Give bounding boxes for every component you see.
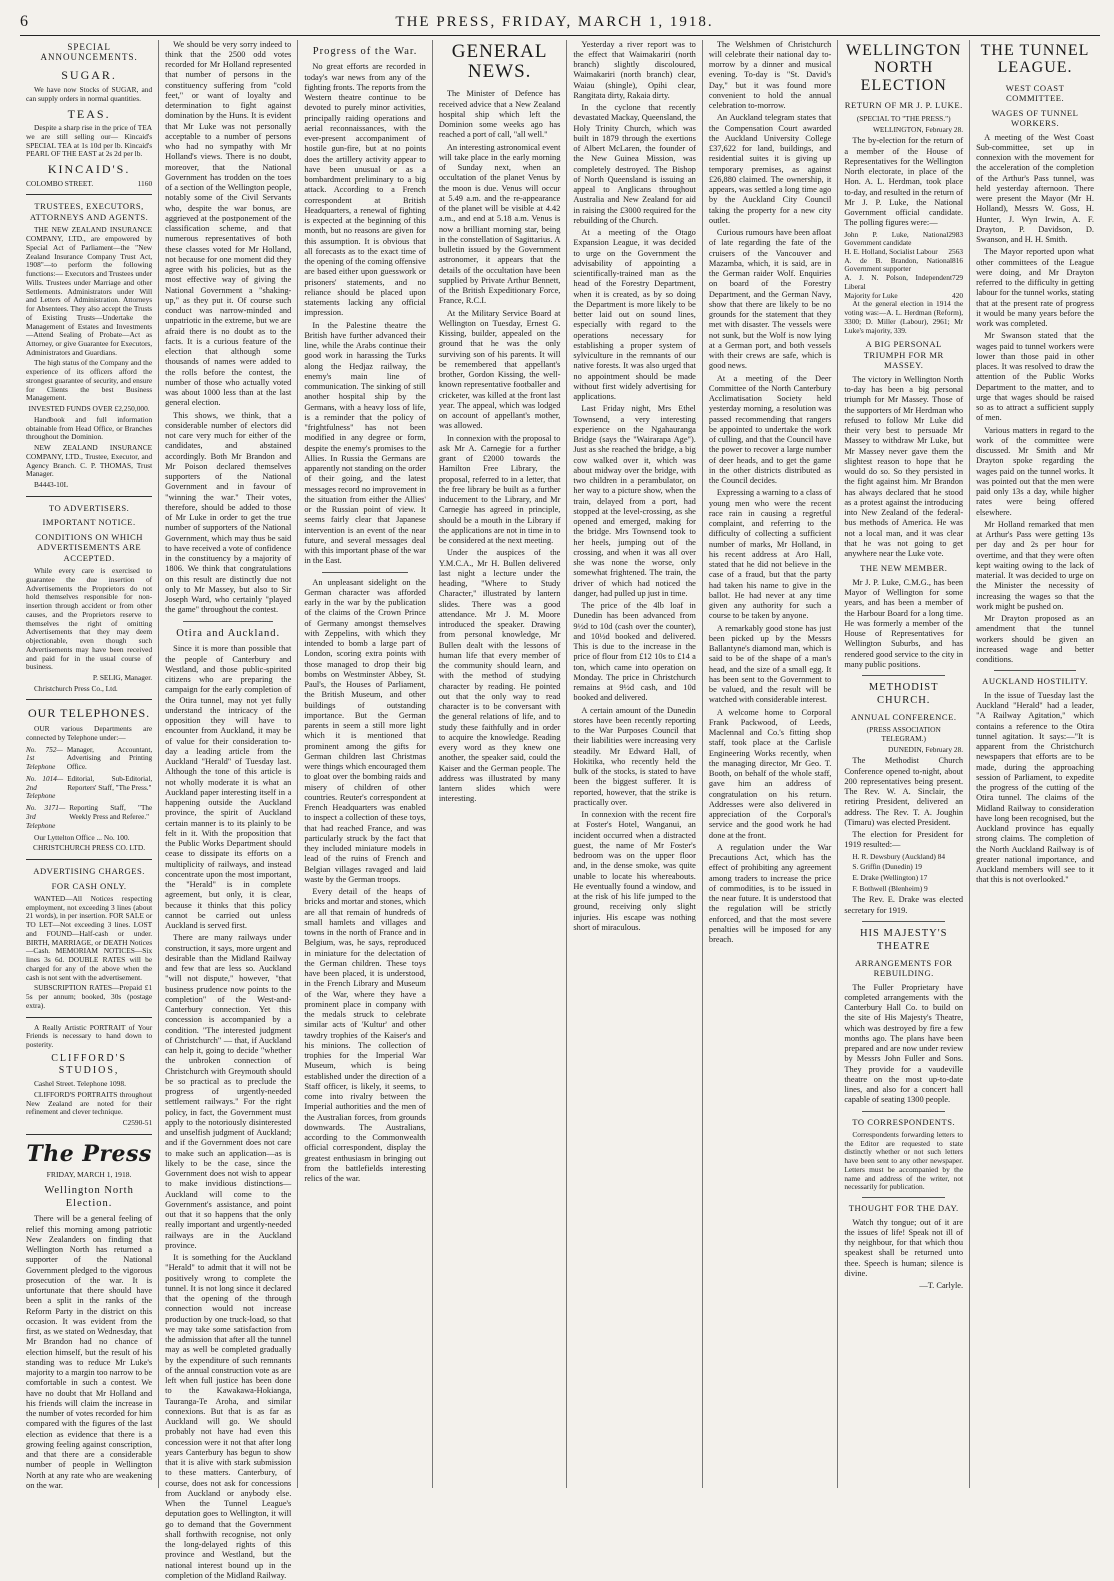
- otira-heading: Otira and Auckland.: [176, 627, 281, 639]
- telephone-dept: Reporting Staff, "The Weekly Press and Referee.": [69, 804, 153, 821]
- cliffords-address: Cashel Street. Telephone 1098.: [34, 1079, 126, 1089]
- dateline: WELLINGTON, February 28.: [872, 124, 964, 134]
- candidate-name: A. de B. Brandon, National Government supporter: [844, 255, 953, 274]
- candidate-name: A. J. N. Polson, Independent Liberal: [844, 273, 953, 291]
- news-paragraph: Under the auspices of the Y.M.C.A., Mr H. Bullen delivered last night a lecture under the heading, "Where to Study Character," illustrated by lantern slides. There was a good attendance. Mr J. M. Moore introduced the speaker. Drawing from personal knowledge, Mr Bullen dealt with the lessons of human life that every member of the community should learn, and with the method of studying character by reading. He pointed out that the only way to read character is to be conversant with the general relations of life, and to study these faithfully and in order to acquire the knowledge. Reading every word as they knew one another, the speaker said, could the Kaiser and the German people. The address was illustrated by many lantern slides which were interesting.: [438, 548, 561, 804]
- masthead: [20, 12, 1100, 36]
- news-paragraph: In connexion with the proposal to ask Mr A. Carnegie for a further grant of £2000 towards the Hamilton Free Library, the proposal, referred to in a letter, that the free library be built as a further inducement to the Library, and Mr Carnegie has agreed in principle, should be a mouth in the Library if the applications are not in time in to be considered at the next meeting.: [438, 433, 561, 546]
- wellington-editorial-heading: Wellington North Election.: [44, 1184, 134, 1209]
- press-logo: The Press: [26, 1140, 152, 1167]
- column-6: [703, 40, 838, 1488]
- candidate-name: H. E. Holland, Socialist Labour: [844, 246, 938, 256]
- methodist-text: The Methodist Church Conference opened to-night, about 200 representatives being present. The Rev. W. A. Sinclair, the retiring President, delivered an address. The Rev. T. A. Joughin (Timaru) was elected President.: [844, 756, 964, 827]
- election-text: The victory in Wellington North to-day has been a big personal triumph for Mr Massey. Those of the supporters of Mr Herdman who refused to follow Mr Luke did their very best to persuade Mr Massey to withdraw Mr Luke, but Mr Massey never gave them the slightest reason to hope that he would do so. So they persisted in the fight against him. Mr Brandon has always declared that he stood as a protest against the introducing into New Zealand of the federal-bus methods of America. He was not a local man, and it was clear that he was not going to get anywhere near the Luke vote.: [844, 374, 964, 559]
- president-vote: S. Griffin (Dunedin) 19: [852, 862, 922, 872]
- telephone-number: No. 1014—2nd Telephone: [26, 774, 64, 801]
- kincaid-name: KINCAID'S.: [47, 162, 131, 177]
- company-name: CHRISTCHURCH PRESS CO. LTD.: [33, 843, 146, 853]
- theatre-text: The Fuller Proprietary have completed arrangements with the Canterbury Hall Co. to build on the site of His Majesty's Theatre, which was destroyed by fire a few months ago. The plans have been prepared and are now under review by Messrs John Fuller and Sons. They provide for a vaudeville theatre on the most up-to-date lines, and also for a concert hall capable of seating 1300 people.: [844, 982, 964, 1105]
- trustees-text-2: The high status of the Company and the experience of its officers afford the strongest guarantee of security, and ensure for Clients the best Business Management.: [26, 358, 153, 403]
- war-paragraph: No great efforts are recorded in today's war news from any of the fighting fronts. The reports from the Western theatre continue to be devoted to purely minor activities, principally raiding operations and aerial reconnaissances, with the ever-present accompaniment of hostile gun-fire, but at no points does the artillery activity appear to have been unusual or as a bombardment preliminary to a big attack. According to a French correspondent at British Headquarters, a renewal of fighting is expected at the beginning of this month, but no reasons are given for this assumption. It is obvious that all forecasts as to the exact time of the opening of the coming offensive are based either upon guesswork or prisoners' statements, and no reliance should be placed upon statements lacking any official impression.: [304, 62, 426, 318]
- news-paragraph: An interesting astronomical event will take place in the early morning of Sunday next, when an occultation of the planet Venus by the moon is due. Venus will occur at 5.49 a.m. and the re-appearance of the planet will be visible at 4.42 a.m., and end at 5.18 a.m. Venus is now a brilliant morning star, being in the constellation of Sagittarius. A bulletin issued by the Government astronomer, it appears that the details of the occultation have been supplied by Private Arthur Bennett, of the British Expeditionary Force, France, R.C.I.: [438, 142, 561, 306]
- advertisers-heading: TO ADVERTISERS.: [48, 502, 130, 513]
- news-paragraph: The Welshmen of Christchurch will celebrate their national day to-morrow by a dinner and musical evening. To-day is "St. David's Day," but it was found more convenient to hold the annual celebration to-morrow.: [708, 39, 832, 111]
- subscription-rates: SUBSCRIPTION RATES—Prepaid £1 5s per annum; booked, 30s (postage extra).: [26, 983, 153, 1010]
- news-paragraph: A certain amount of the Dunedin stores have been recently reporting to the War Purposes Council that their liabilities were increasing very steadily. Mr Edward Hall, of Hokitika, who recently held the bulk of the stocks, is stated to have been the biggest sufferer. It is reported, however, that the strike is practically over.: [573, 705, 696, 807]
- trustees-text: THE NEW ZEALAND INSURANCE COMPANY, LTD., are empowered by Special Act of Parliament—the "New Zealand Insurance Company Trust Act, 1908"—to perform the following functions:— Executors and Trustees under Wills. Trustees under Marriage and other Settlements. Administrators under Will and Letters of Administration. Attorneys for Absentees. They also accept the Trusts of Existing Trusts—Undertake the Management of Estates and Investments—Attend Sealing of Probate—Act as Attorney, or give Guarantee for Executors, Administrators and Guardians.: [26, 225, 153, 357]
- telephone-number: No. 3171—3rd Telephone: [26, 804, 66, 830]
- telephone-dept: Manager, Accountant, Advertising and Printing Office.: [66, 745, 153, 772]
- column-2: [159, 39, 298, 1580]
- kincaid-address-row: [26, 180, 152, 189]
- candidate-name: John P. Luke, National Government candidate: [844, 229, 949, 248]
- candidate-votes: 2983: [948, 229, 964, 239]
- editorial-paragraph: Since it is more than possible that the people of Canterbury and Westland, and those public-spirited citizens who are preparing the campaign for the early completion of the Otira tunnel, may not yet fully understand the intricacy of the opposition they will have to encounter from Auckland, it may be of value for their consideration to-day a leading article from the Auckland "Herald" of Tuesday last. Although the tone of this article is not wholly moderate it is what an Auckland paper interesting itself in a happening outside the Auckland province, the spirit of Auckland certain manner is to its plainly to be felt in it. With the proposition that the Public Works Department should cease to dissipate its efforts on a multiplicity of railways, and instead concentrate upon the most important, the "Herald" is in complete agreement, but only, it is clear, because it thinks that this policy cannot be carried out unless Auckland is served first.: [165, 644, 292, 931]
- cliffords-code: C2590-51: [122, 1118, 153, 1128]
- news-paragraph: In connexion with the recent fire at Foster's Hotel, Wanganui, an incident occurred when a distracted guest, the name of Mr Foster's bedroom was on the upper floor and, in the dense smoke, was quite unable to locate his whereabouts. He eventually found a window, and at the risk of his life jumped to the ground, receiving only slight injuries. His escape was nothing short of miraculous.: [573, 810, 696, 932]
- column-7: [838, 40, 970, 1488]
- thought-author: —T. Carlyle.: [919, 1281, 964, 1291]
- column-4: [433, 40, 568, 1488]
- news-paragraph: The Minister of Defence has received advice that a New Zealand hospital ship which left the Dominion some weeks ago has reached a port of call, "all well.": [438, 89, 561, 140]
- hostility-heading: AUCKLAND HOSTILITY.: [982, 676, 1088, 687]
- tunnel-text: Mr Holland remarked that men at Arthur's Pass were getting 13s per day and 2s per hour for overtime, and that they were often kept waiting owing to the lack of material. It was decided to urge on the Minister the necessity of increasing the wages so that the work might be pushed on.: [976, 519, 1094, 611]
- telephone-row: [26, 804, 152, 830]
- special-heading: SPECIAL ANNOUNCEMENTS.: [40, 41, 138, 63]
- tunnel-text: The Mayor reported upon what other committees of the League were doing, and Mr Drayton referred to the difficulty in getting labour for the tunnel works, stating that at the present rate of progress it would be many years before the work was completed.: [976, 247, 1094, 329]
- dateline: DUNEDIN, February 28.: [888, 744, 964, 754]
- telephones-heading: OUR TELEPHONES.: [28, 706, 151, 721]
- majority-votes: 420: [952, 290, 964, 300]
- candidate-votes: 816: [952, 255, 964, 265]
- sugar-title: SUGAR.: [61, 68, 117, 83]
- column-8: [970, 40, 1100, 1488]
- special-note: (SPECIAL TO "THE PRESS."): [856, 113, 951, 123]
- news-paragraph: Yesterday a river report was to the effect that Waimakariri (north branch) slightly discoloured, Waimakariri (north branch) clear, Waiau (shingle), Opihi clear, Rangitata dirty, Rakaia dirty.: [573, 39, 696, 100]
- trustees-sign: NEW ZEALAND INSURANCE COMPANY, LTD., Trustee, Executor, and Agency Branch. C. P. THOMAS, Trust Manager.: [26, 443, 153, 479]
- candidate-votes: 729: [952, 273, 964, 283]
- conditions-company: Christchurch Press Co., Ltd.: [34, 683, 118, 693]
- wellington-editorial-text: There will be a general feeling of relief this morning among patriotic New Zealanders on finding that Wellington North has returned a supporter of the National Government pledged to the vigorous prosecution of the war. It is unfortunate that there should have been a split in the ranks of the Reform Party in the district on this occasion. It was evident from the first, as we stated on Wednesday, that Mr Brandon had no chance of election himself, but the result of his standing was to reduce Mr Luke's majority to a margin too narrow to be comfortable in such a contest. We have no doubt that Mr Holland and his friends will claim the increase in the number of votes recorded for him compared with the figures of the last election as evidence that there is a growing feeling against conscription, and that there are a considerable number of people in Wellington North at any rate who are weakening on the war.: [26, 1214, 153, 1490]
- news-paragraph: Expressing a warning to a class of young men who were the recent race rain in causing a regretful complaint, and referring to the difficulty of collecting a sufficient number of marks, Mr Holland, in his recent address at Aro Hall, stated that he did not believe in the case of a fraud, but that the party had taken his name to give in the ballot. He had never at any time given any authority for such a course to be taken by anyone.: [708, 488, 832, 621]
- teas-text: Despite a sharp rise in the price of TEA we are still selling our— Kincaid's SPECIAL TEA at 1s 10d per lb. Kincaid's PEARL OF THE EAST at 2s 2d per lb.: [26, 123, 153, 159]
- column-1: [20, 40, 159, 1488]
- kincaid-address: COLOMBO STREET.: [26, 178, 94, 188]
- thought-heading: THOUGHT FOR THE DAY.: [848, 1203, 959, 1214]
- assoc-note: (PRESS ASSOCIATION TELEGRAM.): [866, 725, 941, 743]
- arrangements-heading: ARRANGEMENTS FOR REBUILDING.: [854, 957, 953, 979]
- news-paragraph: A regulation under the War Precautions Act, which has the effect of prohibiting any agreement among traders to increase the price of commodities, is to be issued in the near future. It is understood that the regulation will be strictly enforced, and that the most severe penalties will be imposed for any breach.: [708, 842, 832, 945]
- majority-label: Majority for Luke: [844, 290, 898, 300]
- war-paragraph: Every detail of the heaps of bricks and mortar and stones, which are all that remain of hundreds of small hamlets and villages and towns in the north of France and in Belgium, was, he says, reproduced in miniature for the delectation of the German children. These toys have been placed, it is understood, in the French Library and Museum of the War, where they have a prominent place in company with the medals struck to celebrate similar acts of 'Kultur' and other tawdry trophies of the Kaiser's and his minions. The collection of trophies for the Imperial War Museum, which is being established under the direction of a Staff officer, is likely, it seems, to come into rivalry between the Imperial authorities and the men of the Australian forces, from grounds downwards. The Australians, according to the Commonwealth official correspondent, display the greatest enthusiasm in bringing out from the battlefields interesting relics of the war.: [304, 887, 426, 1184]
- president-vote: F. Bothwell (Blenheim) 9: [852, 883, 928, 893]
- return-line: RETURN OF MR J. P. LUKE.: [844, 100, 963, 111]
- paper-title: THE PRESS, FRIDAY, MARCH 1, 1918.: [395, 14, 714, 30]
- tunnel-league-heading: THE TUNNEL LEAGUE.: [980, 41, 1090, 77]
- methodist-text: The Rev. E. Drake was elected secretary for 1919.: [844, 895, 964, 915]
- war-paragraph: An unpleasant sidelight on the German character was afforded early in the war by the publication of the claims of the Crown Prince of Germany amongst themselves with Zeppelins, with which they intended to bomb a large part of London, scoring extra points with those managed to drop their big bombs on Westminster Abbey, St. Paul's, the Houses of Parliament, the British Museum, and other buildings of outstanding importance. But the German parents in seem a still more light which it is mentioned that prominent among the gifts for German children last Christmas were things which encouraged them to gloat over the bombing raids and misery of children of other countries. Reuter's correspondent at French Headquarters was enabled to inspect a collection of these toys, that had reached France, and was particularly struck by the fact that they included miniature models in lead of the ruins of French and Belgian villages ravaged and laid waste by the German troops.: [304, 577, 426, 884]
- personal-triumph-heading: A BIG PERSONAL TRIUMPH FOR MR MASSEY.: [863, 339, 944, 371]
- column-3: [298, 40, 433, 1488]
- candidate-votes: 2563: [948, 246, 964, 256]
- thought-text: Watch thy tongue; out of it are the issues of life! Speak not ill of thy neighbour, for that which thou speakest shall be returned unto thee. Speech is human; silence is divine.: [844, 1217, 964, 1278]
- news-paragraph: At a meeting of the Deer Committee of the North Canterbury Acclimatisation Society held yesterday morning, a resolution was passed recommending that rangers be appointed to undertake the work of culling, and that the Council have the power to recover a large number of deer heads, and to get the game in the other districts distributed as the Council decides.: [708, 373, 832, 486]
- news-paragraph: A welcome home to Corporal Frank Packwood, of Leeds, Maclennal and Co.'s fitting shop staff, took place at the Carlisle Engineering Works recently, when the managing director, Mr Geo. T. Booth, on behalf of the whole staff, gave him an address of congratulation on his return. Addresses were also delivered in appreciation of the Corporal's service and the good work he had done at the front.: [708, 707, 832, 840]
- advertising-heading: ADVERTISING CHARGES.: [33, 866, 145, 877]
- new-member-heading: THE NEW MEMBER.: [860, 563, 948, 574]
- election-heading: WELLINGTON NORTH ELECTION: [846, 41, 962, 94]
- election-text: Mr J. P. Luke, C.M.G., has been Mayor of Wellington for some years, and has been a member of the Harbour Board for a long time. He was formerly a member of the House of Representatives for Wellington Suburbs, and has rendered good service to the city in many public positions.: [844, 577, 964, 669]
- page-number: 6: [20, 13, 29, 30]
- telephone-number: No. 752—1st Telephone: [26, 745, 63, 772]
- news-paragraph: In the cyclone that recently devastated Mackay, Queensland, the Holy Trinity Church, which was built in 1879 through the exertions of Albert McLaren, the founder of the New Guinea Mission, was completely destroyed. The Bishop of North Queensland is issuing an appeal to Anglicans throughout Australia and New Zealand for aid in raising the £3000 required for the rebuilding of the Church.: [573, 103, 696, 225]
- poll-row: [844, 231, 963, 248]
- column-5: [567, 40, 702, 1488]
- election-text: At the general election in 1914 the voting was:—A. L. Herdman (Reform), 3300; D. Miller (Labour), 2961; Mr Luke's majority, 339.: [844, 299, 964, 335]
- cash-only: FOR CASH ONLY.: [51, 880, 127, 891]
- trustees-text-3: Handbook and full information obtainable from Head Office, or Branches throughout the Dominion.: [26, 414, 153, 442]
- editorial-paragraph: This shows, we think, that a considerable number of electors did not care very much for either of the candidates, and abstained accordingly. Both Mr Brandon and Mr Poison declared themselves supporters of the National Government and in favour of "winning the war." Their votes, therefore, should be added to those of Mr Luke in order to get the true number of supporters of the National Government, which may thus be said to have received a vote of confidence in the constituency by a majority of 1806. We think that congratulations on this result are distinctly due not only to Mr Massey, but also to Sir Joseph Ward, who certainly "played the game" throughout the contest.: [165, 410, 292, 615]
- poll-row: [844, 257, 963, 274]
- west-coast-heading: WEST COAST COMMITTEE.: [1005, 82, 1065, 104]
- wages-heading: WAGES OF TUNNEL WORKERS.: [991, 107, 1079, 129]
- theatre-heading: HIS MAJESTY'S THEATRE: [859, 927, 948, 952]
- conditions-heading: CONDITIONS ON WHICH ADVERTISEMENTS ARE ACCEPTED.: [35, 531, 143, 563]
- telephone-row: [26, 746, 152, 772]
- tunnel-text: Mr Drayton proposed as an amendment that the tunnel workers should be given an increased wage and better conditions.: [976, 614, 1094, 665]
- invested-funds: INVESTED FUNDS OVER £2,250,000.: [28, 404, 150, 414]
- tunnel-text: Various matters in regard to the work of the committee were discussed. Mr Smith and Mr Drayton spoke regarding the wages paid on the tunnel works. It was pointed out that the men were paid only 13s a day, while higher rates were being offered elsewhere.: [976, 425, 1094, 517]
- tunnel-text: A meeting of the West Coast Sub-committee, set up in connexion with the movement for the acceleration of the completion of the Arthur's Pass tunnel, was held yesterday afternoon. There were present the Mayor (Mr H. Holland), Messrs W. Goss, H. Hunter, J. Wyn Irwin, A. F. Drayton, P. Davidson, D. Swanson, and H. H. Smith.: [976, 132, 1094, 245]
- correspondents-text: Correspondents forwarding letters to the Editor are requested to state distinctly whether or not such letters have been sent to any other newspaper. Letters must be accompanied by the name and address of the writer, not necessarily for publication.: [844, 1130, 964, 1192]
- news-paragraph: A remarkably good stone has just been picked up by the Messrs Ballantyne's diamond man, which is said to be of the shape of a man's head, and the size of a small egg. It has been sent to the Government to be valued, and the result will be watched with considerable interest.: [708, 623, 832, 705]
- conference-heading: ANNUAL CONFERENCE.: [850, 711, 957, 722]
- war-paragraph: In the Palestine theatre the British have further advanced their line, while the Arabs continue their good work in harassing the Turks along the Hedjaz railway, the enemy's main line of communication. The sinking of still another hospital ship by the Germans, with a heavy loss of life, is a reminder that the policy of "frightfulness" has not been modified in any degree or form, despite the enemy's promises to the Allies. In Russia the Germans are apparently not standing on the order of their going, and the latest messages record no improvement in the situation from either the Allies' or the Russian point of view. It seems fairly clear that Japanese intervention is an event of the near future, and several messages deal with this important phase of the war in the East.: [304, 320, 426, 566]
- portrait-ad: A Really Artistic PORTRAIT of Your Friends is necessary to hand down to posterity.: [26, 1022, 153, 1050]
- correspondents-heading: TO CORRESPONDENTS.: [852, 1116, 956, 1127]
- telephone-dept: Editorial, Sub-Editorial, Reporters' Staff, "The Press.": [67, 774, 153, 792]
- tunnel-text: Mr Swanson stated that the wages paid to tunnel workers were lower than those paid in other places. It was resolved to draw the attention of the Public Works Department to the matter, and to urge that wages should be raised so as to attract a sufficient supply of men.: [976, 331, 1094, 423]
- news-paragraph: Last Friday night, Mrs Ethel Townsend, a very interesting experience on the Ngahauranga Bridge (says the "Wairarapa Age"). Just as she reached the bridge, a big cow walked over it, which was about midway over the bridge, with two children in a perambulator, on her way to a picture show, when the train, delayed from a port, had stopped at the level-crossing, as she opened and emerged, making for the bridge. Mrs Townsend took to her heels, jumping out of the crossing, and when it was all over she was none the worse, only somewhat frightened. The train, the driver of which had noticed the danger, had pulled up just in time.: [573, 404, 696, 598]
- cliffords-text: CLIFFORD'S PORTRAITS throughout New Zealand are noted for their refinement and clever technique.: [26, 1089, 153, 1117]
- news-paragraph: At a meeting of the Otago Expansion League, it was decided to urge on the Government the advisability of appointing a scientifically-trained man as the head of the Forestry Department, when it is created, as by so doing the Department is more likely to be better laid out on sound lines, especially with regard to the operations necessary for establishing a proper system of sylviculture in the remnants of our native forests. It was also urged that no appointment should be made without first widely advertising for applications.: [573, 228, 696, 402]
- news-paragraph: An Auckland telegram states that the Compensation Court awarded the Auckland University College £37,622 for land, buildings, and residential suites it is giving up temporary premises, as against £26,880 claimed. The ownership, it appears, was settled a long time ago by the Auckland City Council taking the property for a new city outlet.: [708, 113, 832, 225]
- editorial-paragraph: It is something for the Auckland "Herald" to admit that it will not be positively wrong to complete the tunnel. It is not long since it declared that the opening of the through connection would not increase production by one truck-load, so that we may take some satisfaction from the admission that after all the tunnel may as well be completed gradually by the expenditure of such remnants of the annual construction vote as are left when full justice has been done to the Kawakawa-Hokianga, Taurangа-Te Aroha, and similar connexions. But that is as far as Auckland will go. We should probably not have had even this concession were it not that after long years Canterbury has begun to show that it is alive with stark submission to these matters. Canterbury, of course, does not ask for concessions from Auckland or anybody else. When the Tunnel League's deputation goes to Wellington, it will go to demand that the Government shall forthwith recognise, not only the long-delayed rights of this province and Westland, but the national interest bound up in the completion of the Midland Railway.: [165, 1253, 292, 1580]
- conditions-sign: P. SELIG, Manager.: [92, 672, 153, 682]
- news-paragraph: At the Military Service Board at Wellington on Tuesday, Ernest G. Kissing, builder, appealed on the ground that he was the only surviving son of his parents. It will be remembered that appellant's brother, Gordon Kissing, the well-known representative footballer and cricketer, was killed at the front last year. The appeal, which was lodged on account of appellant's mother, was allowed.: [438, 308, 561, 431]
- conditions-text: While every care is exercised to guarantee the due insertion of Advertisements the Proprietors do not hold themselves responsible for non-insertion through accident or from other causes, and the Proprietors reserve to themselves the right of omitting Advertisements that they may deem objectionable, even though such Advertisements may have been received and paid for in the usual course of business.: [26, 566, 153, 672]
- war-progress-heading: Progress of the War.: [312, 45, 418, 57]
- kincaid-code: 1160: [137, 178, 153, 188]
- logo-date: FRIDAY, MARCH 1, 1918.: [46, 1169, 132, 1179]
- election-text: The by-election for the return of a member of the House of Representatives for the Wellington North electorate, in place of the Hon. A. L. Herdman, took place to-day, and resulted in the return of Mr J. P. Luke, the National Government official candidate. The polling figures were:—: [844, 136, 964, 228]
- methodist-text: The election for President for 1919 resulted:—: [844, 830, 964, 850]
- telephone-row: [26, 775, 152, 801]
- trustees-heading: TRUSTEES, EXECUTORS, ATTORNEYS AND AGENTS.: [29, 201, 149, 222]
- trustees-code: B4443-10L: [34, 480, 69, 489]
- poll-row: [844, 274, 963, 291]
- notice-heading: IMPORTANT NOTICE.: [42, 517, 136, 528]
- president-vote: E. Drake (Wellington) 17: [852, 873, 928, 882]
- lyttelton-office: Our Lyttelton Office ... No. 100.: [34, 832, 130, 842]
- methodist-heading: METHODIST CHURCH.: [868, 682, 939, 706]
- telephones-intro: OUR various Departments are connected by Telephone under:—: [26, 724, 153, 742]
- editorial-paragraph: We should be very sorry indeed to think that the 2500 odd votes recorded for Mr Holland represented that number of persons in the constituency suffering from "cold feet," or want of loyalty and determination to fight against domination by the Huns. It is evident that Mr Luke was not personally acceptable to a number of persons who had no sympathy with Mr Holland's views. There is no doubt, moreover, that the National Government has trodden on the toes of a section of the Wellington people, notably some of the Civil Servants who, despite the war bonus, are aggrieved at the postponement of the classification scheme, and that numerous representatives of both these classes voted for Mr Holland, not because for one moment did they agree with his policies, but as the most effective way of giving the National Government a "shaking-up," as they put it. Of course such conduct was narrow-minded and unpatriotic in the extreme, but we are afraid there is no doubt as to the facts. It is a curious feature of the election that although some thousands of names were added to the rolls before the contest, the number of those who actually voted was about 1000 less than at the last general election.: [165, 39, 292, 408]
- editorial-paragraph: There are many railways under construction, it says, more urgent and desirable than the Midland Railway and few that are less so. Auckland "will not dispute," however, "that business prudence now points to the completion" of the West-and-Canterbury connection. Yet this concession is accompanied by a condition. "The interested judgment of Christchurch" — that, if Auckland can help it, going to decide "whether the unbroken connection of Christchurch with Greymouth should be so practical as to preclude the progress of urgently-needed settlement railways." For the right policy, in fact, the Government must apply to the notoriously disinterested and unselfish judgment of Auckland; and if the Government does not care to make such an application—as is likely to be the case, since the Government does not wish to appear to make invidious distinctions—Auckland will come to the Government's assistance, and point out that it so happens that the only really important and urgently-needed railways are in the Auckland province.: [165, 933, 292, 1250]
- tunnel-text: In the issue of Tuesday last the Auckland "Herald" had a leader, "A Railway Agitation," which contains a reference to the Otira tunnel agitation. It says:—"It is apparent from the Christchurch newspapers that efforts are to be made, during the approaching session of Parliament, to expedite the progress of the cutting of the Otira tunnel. The claims of the Midland Railway to consideration have long been recognised, but the Auckland province has equally strong claims. The completion of the North Auckland Railway is of greater national importance, and Auckland members will see to it that this is not overlooked.": [976, 690, 1094, 885]
- president-vote: H. R. Dewsbury (Auckland) 84: [852, 851, 946, 861]
- news-paragraph: Curious rumours have been afloat of late regarding the fate of the cruisers of the Vancouver and Mazamba, which, it is said, are in the German raider Wolf. Enquiries on board of the Forestry Department, and the German Navy, show that there are likely to be no grounds for the statement that they met with disaster. The vessels were not sunk, but the Wolf is now lying at a German port, and both vessels with their crews are safe, which is good news.: [708, 228, 832, 371]
- sugar-text: We have now Stocks of SUGAR, and can supply orders in normal quantities.: [26, 85, 153, 103]
- general-news-heading: GENERAL NEWS.: [451, 40, 548, 83]
- rates-text: WANTED—All Notices respecting employment, not exceeding 3 lines (about 21 words), in per insertion. FOR SALE or TO LET—Not exceeding 3 lines. LOST and FOUND—Half-cash or under. BIRTH, MARRIAGE, or DEATH Notices—Cash. MEMORIAM NOTICES—Six lines 3s 6d. DOUBLE RATES will be charged for any of the above when the cash is not sent with the advertisement.: [26, 894, 153, 982]
- news-paragraph: The price of the 4lb loaf in Dunedin has been advanced from 9½d to 10d (cash over the counter), and 10½d booked and delivered. This is due to the increase in the price of flour from £12 10s to £14 a ton, which came into operation on Monday. The price in Christchurch remains at 9½d cash, and 10d booked and delivered.: [573, 601, 696, 703]
- teas-title: TEAS.: [67, 106, 111, 121]
- cliffords-title: CLIFFORD'S STUDIOS,: [51, 1052, 127, 1076]
